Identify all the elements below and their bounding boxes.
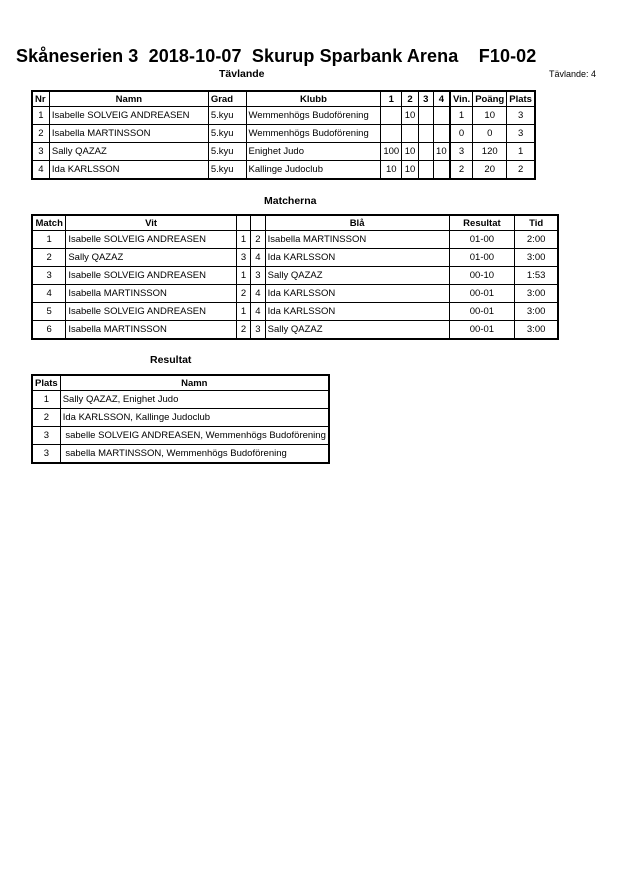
table-row bbox=[32, 303, 558, 321]
col-header-namn: Namn bbox=[60, 375, 329, 391]
cell-bla: Sally QAZAZ bbox=[265, 321, 449, 340]
cell-vit: Isabella MARTINSSON bbox=[66, 285, 237, 303]
col-header-klubb: Klubb bbox=[246, 91, 381, 107]
cell-grad: 5.kyu bbox=[208, 125, 246, 143]
cell-m3 bbox=[418, 125, 433, 143]
cell-klubb: Wemmenhögs Budoförening bbox=[246, 107, 381, 125]
cell-vit: Sally QAZAZ bbox=[66, 249, 237, 267]
cell-match: 6 bbox=[32, 321, 66, 340]
cell-nr: 4 bbox=[32, 161, 49, 180]
cell-m3 bbox=[418, 107, 433, 125]
cell-bla-nr: 4 bbox=[251, 285, 265, 303]
cell-tid: 1:53 bbox=[515, 267, 558, 285]
cell-m1: 100 bbox=[381, 143, 402, 161]
cell-klubb: Enighet Judo bbox=[246, 143, 381, 161]
table-row bbox=[32, 445, 329, 464]
col-header-grad: Grad bbox=[208, 91, 246, 107]
cell-bla: Isabella MARTINSSON bbox=[265, 231, 449, 249]
col-header-nr: Nr bbox=[32, 91, 49, 107]
col-header-blank bbox=[236, 215, 250, 231]
cell-vit-nr: 2 bbox=[236, 321, 250, 340]
cell-klubb: Kallinge Judoclub bbox=[246, 161, 381, 180]
cell-plats: 1 bbox=[507, 143, 535, 161]
cell-m4 bbox=[433, 161, 450, 180]
cell-resultat: 01-00 bbox=[449, 231, 515, 249]
cell-vin: 0 bbox=[450, 125, 473, 143]
col-header-namn: Namn bbox=[49, 91, 208, 107]
col-header-tid: Tid bbox=[515, 215, 558, 231]
cell-vin: 2 bbox=[450, 161, 473, 180]
cell-tid: 2:00 bbox=[515, 231, 558, 249]
cell-poang: 10 bbox=[473, 107, 507, 125]
tavlande-heading: Tävlande bbox=[219, 68, 265, 80]
cell-vit-nr: 2 bbox=[236, 285, 250, 303]
cell-plats: 3 bbox=[32, 427, 60, 445]
competitors-table bbox=[31, 90, 536, 180]
cell-vit-nr: 3 bbox=[236, 249, 250, 267]
cell-bla: Ida KARLSSON bbox=[265, 303, 449, 321]
cell-plats: 3 bbox=[507, 107, 535, 125]
table-row bbox=[32, 107, 535, 125]
cell-vit-nr: 1 bbox=[236, 231, 250, 249]
cell-vin: 1 bbox=[450, 107, 473, 125]
cell-bla: Ida KARLSSON bbox=[265, 285, 449, 303]
col-header-blank bbox=[251, 215, 265, 231]
col-header-m3: 3 bbox=[418, 91, 433, 107]
table-row bbox=[32, 409, 329, 427]
cell-m3 bbox=[418, 161, 433, 180]
cell-grad: 5.kyu bbox=[208, 161, 246, 180]
cell-poang: 20 bbox=[473, 161, 507, 180]
cell-nr: 3 bbox=[32, 143, 49, 161]
cell-m2: 10 bbox=[402, 107, 419, 125]
table-row bbox=[32, 249, 558, 267]
cell-plats: 2 bbox=[32, 409, 60, 427]
col-header-vit: Vit bbox=[66, 215, 237, 231]
cell-namn: Isabelle SOLVEIG ANDREASEN bbox=[49, 107, 208, 125]
cell-m1 bbox=[381, 107, 402, 125]
results-heading: Resultat bbox=[150, 354, 192, 366]
table-row bbox=[32, 231, 558, 249]
cell-plats: 3 bbox=[507, 125, 535, 143]
cell-plats: 3 bbox=[32, 445, 60, 464]
cell-m2: 10 bbox=[402, 143, 419, 161]
col-header-m4: 4 bbox=[433, 91, 450, 107]
cell-bla-nr: 3 bbox=[251, 267, 265, 285]
cell-bla: Ida KARLSSON bbox=[265, 249, 449, 267]
cell-match: 3 bbox=[32, 267, 66, 285]
cell-bla-nr: 4 bbox=[251, 249, 265, 267]
cell-namn: Ida KARLSSON bbox=[49, 161, 208, 180]
cell-resultat: 00-10 bbox=[449, 267, 515, 285]
cell-tid: 3:00 bbox=[515, 321, 558, 340]
col-header-m2: 2 bbox=[402, 91, 419, 107]
col-header-resultat: Resultat bbox=[449, 215, 515, 231]
matches-heading: Matcherna bbox=[264, 195, 317, 207]
cell-bla-nr: 4 bbox=[251, 303, 265, 321]
cell-namn: Ida KARLSSON, Kallinge Judoclub bbox=[60, 409, 329, 427]
matches-header-row bbox=[32, 215, 558, 231]
cell-plats: 2 bbox=[507, 161, 535, 180]
table-row bbox=[32, 143, 535, 161]
cell-m1 bbox=[381, 125, 402, 143]
cell-nr: 2 bbox=[32, 125, 49, 143]
cell-klubb: Wemmenhögs Budoförening bbox=[246, 125, 381, 143]
results-header-row bbox=[32, 375, 329, 391]
col-header-plats: Plats bbox=[507, 91, 535, 107]
cell-tid: 3:00 bbox=[515, 303, 558, 321]
cell-namn: sabelle SOLVEIG ANDREASEN, Wemmenhögs Budoförening bbox=[60, 427, 329, 445]
cell-poang: 0 bbox=[473, 125, 507, 143]
col-header-poang: Poäng bbox=[473, 91, 507, 107]
cell-resultat: 00-01 bbox=[449, 321, 515, 340]
cell-tid: 3:00 bbox=[515, 249, 558, 267]
col-header-bla: Blå bbox=[265, 215, 449, 231]
table-row bbox=[32, 391, 329, 409]
page-title: Skåneserien 3 2018-10-07 Skurup Sparbank Arena F10-02 bbox=[16, 46, 537, 66]
col-header-m1: 1 bbox=[381, 91, 402, 107]
cell-bla-nr: 2 bbox=[251, 231, 265, 249]
cell-vin: 3 bbox=[450, 143, 473, 161]
cell-namn: Isabella MARTINSSON bbox=[49, 125, 208, 143]
table-row bbox=[32, 161, 535, 180]
cell-resultat: 00-01 bbox=[449, 303, 515, 321]
cell-m3 bbox=[418, 143, 433, 161]
competitors-header-row bbox=[32, 91, 535, 107]
col-header-vin: Vin. bbox=[450, 91, 473, 107]
cell-grad: 5.kyu bbox=[208, 107, 246, 125]
cell-vit: Isabelle SOLVEIG ANDREASEN bbox=[66, 231, 237, 249]
cell-m4 bbox=[433, 107, 450, 125]
cell-m2: 10 bbox=[402, 161, 419, 180]
cell-match: 4 bbox=[32, 285, 66, 303]
cell-m4 bbox=[433, 125, 450, 143]
cell-vit: Isabella MARTINSSON bbox=[66, 321, 237, 340]
cell-m4: 10 bbox=[433, 143, 450, 161]
cell-namn: Sally QAZAZ bbox=[49, 143, 208, 161]
cell-vit: Isabelle SOLVEIG ANDREASEN bbox=[66, 303, 237, 321]
col-header-plats: Plats bbox=[32, 375, 60, 391]
cell-m1: 10 bbox=[381, 161, 402, 180]
cell-match: 1 bbox=[32, 231, 66, 249]
cell-m2 bbox=[402, 125, 419, 143]
table-row bbox=[32, 267, 558, 285]
results-table bbox=[31, 374, 330, 464]
cell-namn: Sally QAZAZ, Enighet Judo bbox=[60, 391, 329, 409]
cell-resultat: 01-00 bbox=[449, 249, 515, 267]
cell-bla: Sally QAZAZ bbox=[265, 267, 449, 285]
matches-table bbox=[31, 214, 559, 340]
cell-resultat: 00-01 bbox=[449, 285, 515, 303]
cell-plats: 1 bbox=[32, 391, 60, 409]
cell-grad: 5.kyu bbox=[208, 143, 246, 161]
table-row bbox=[32, 321, 558, 340]
cell-namn: sabella MARTINSSON, Wemmenhögs Budoförening bbox=[60, 445, 329, 464]
cell-vit: Isabelle SOLVEIG ANDREASEN bbox=[66, 267, 237, 285]
cell-poang: 120 bbox=[473, 143, 507, 161]
cell-vit-nr: 1 bbox=[236, 303, 250, 321]
table-row bbox=[32, 125, 535, 143]
cell-match: 5 bbox=[32, 303, 66, 321]
table-row bbox=[32, 285, 558, 303]
tavlande-count: Tävlande: 4 bbox=[549, 69, 597, 79]
cell-vit-nr: 1 bbox=[236, 267, 250, 285]
cell-bla-nr: 3 bbox=[251, 321, 265, 340]
cell-nr: 1 bbox=[32, 107, 49, 125]
cell-match: 2 bbox=[32, 249, 66, 267]
cell-tid: 3:00 bbox=[515, 285, 558, 303]
table-row bbox=[32, 427, 329, 445]
col-header-match: Match bbox=[32, 215, 66, 231]
